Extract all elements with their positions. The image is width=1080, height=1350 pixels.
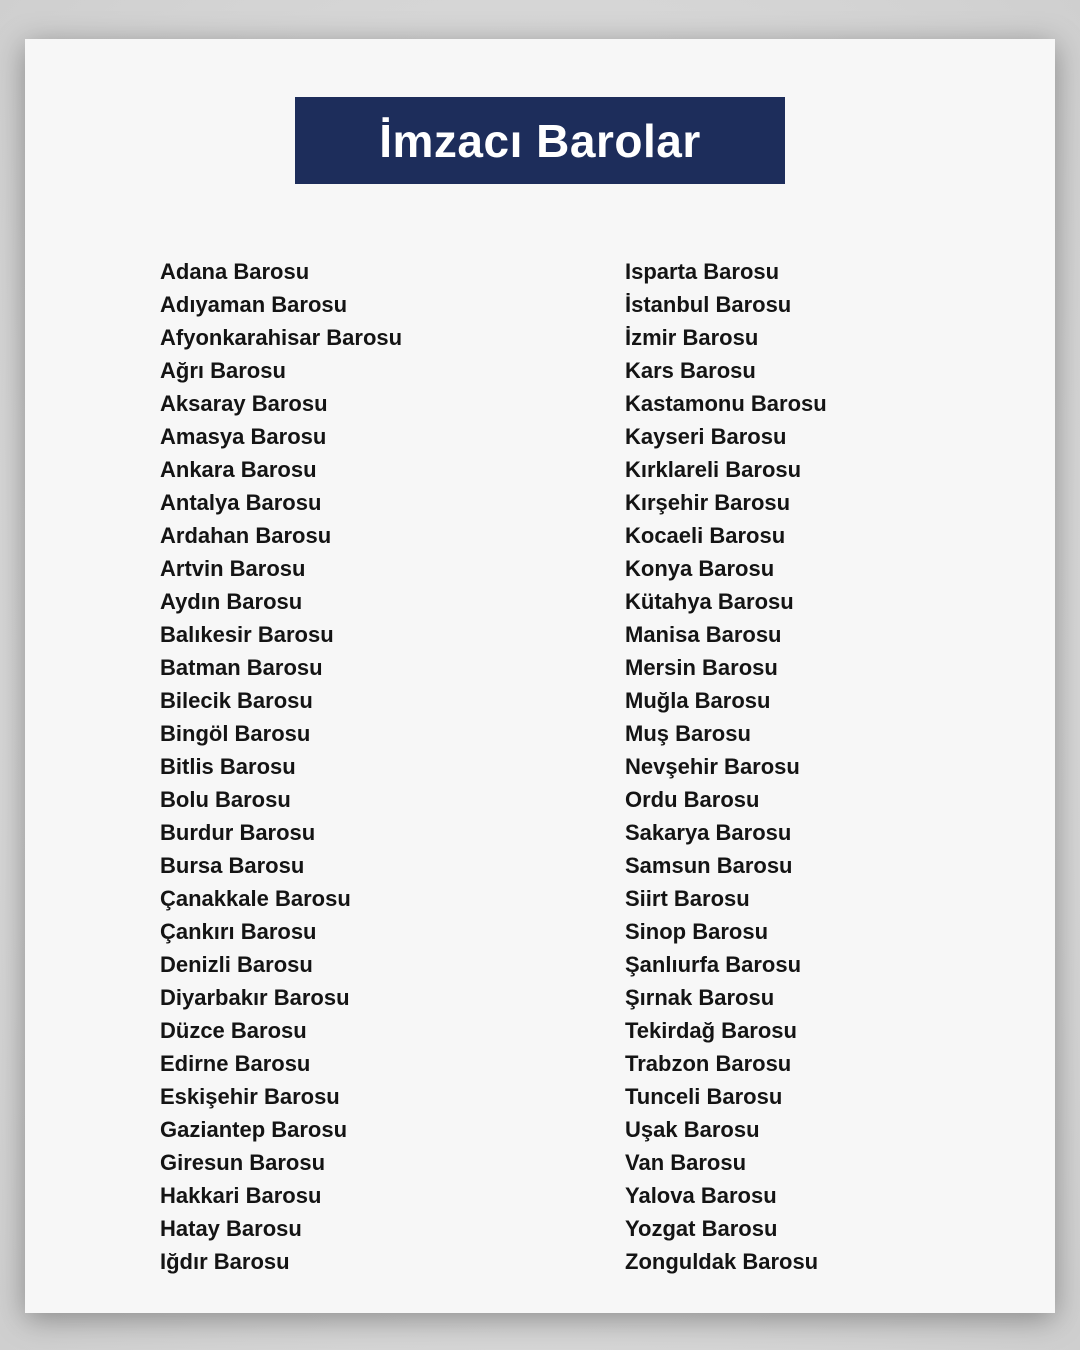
bar-association-item: Çanakkale Barosu (160, 886, 351, 911)
bar-association-item: Batman Barosu (160, 655, 323, 680)
bar-association-item: Aydın Barosu (160, 589, 303, 614)
bar-association-item: Afyonkarahisar Barosu (160, 325, 403, 350)
bar-association-item: İstanbul Barosu (625, 292, 792, 317)
bar-association-item: Kocaeli Barosu (625, 523, 786, 548)
title-banner (295, 97, 785, 184)
bar-association-item: Tekirdağ Barosu (625, 1018, 797, 1043)
bar-association-item: Muğla Barosu (625, 688, 771, 713)
bar-association-item: Sinop Barosu (625, 919, 769, 944)
bar-association-item: Van Barosu (625, 1150, 747, 1175)
bar-association-item: Isparta Barosu (625, 259, 780, 284)
bar-association-item: Konya Barosu (625, 556, 775, 581)
bar-association-item: Şırnak Barosu (625, 985, 775, 1010)
bar-association-item: Kars Barosu (625, 358, 756, 383)
bar-association-item: Tunceli Barosu (625, 1084, 783, 1109)
bar-association-item: Ordu Barosu (625, 787, 760, 812)
bar-association-item: Burdur Barosu (160, 820, 316, 845)
bar-association-item: Samsun Barosu (625, 853, 793, 878)
bar-association-item: Zonguldak Barosu (625, 1249, 819, 1274)
bar-association-item: Hatay Barosu (160, 1216, 302, 1241)
bar-association-item: Kırşehir Barosu (625, 490, 791, 515)
bar-association-item: Antalya Barosu (160, 490, 322, 515)
bar-association-item: Adıyaman Barosu (160, 292, 348, 317)
bar-association-item: Ankara Barosu (160, 457, 317, 482)
bar-association-item: Düzce Barosu (160, 1018, 307, 1043)
bar-list-right (625, 255, 827, 1278)
bar-association-item: Balıkesir Barosu (160, 622, 334, 647)
bar-association-item: Siirt Barosu (625, 886, 750, 911)
bar-association-item: Gaziantep Barosu (160, 1117, 348, 1142)
bar-association-item: Bitlis Barosu (160, 754, 296, 779)
bar-association-item: Eskişehir Barosu (160, 1084, 340, 1109)
bar-association-item: Uşak Barosu (625, 1117, 760, 1142)
bar-association-item: Diyarbakır Barosu (160, 985, 350, 1010)
bar-association-item: İzmir Barosu (625, 325, 759, 350)
bar-association-item: Iğdır Barosu (160, 1249, 290, 1274)
bar-association-item: Bingöl Barosu (160, 721, 311, 746)
bar-association-item: Nevşehir Barosu (625, 754, 800, 779)
bar-association-item: Yozgat Barosu (625, 1216, 778, 1241)
bar-association-item: Çankırı Barosu (160, 919, 317, 944)
bar-association-item: Sakarya Barosu (625, 820, 792, 845)
bar-association-item: Bilecik Barosu (160, 688, 313, 713)
bar-association-item: Ağrı Barosu (160, 358, 286, 383)
bar-association-item: Hakkari Barosu (160, 1183, 322, 1208)
bar-association-item: Kayseri Barosu (625, 424, 787, 449)
bar-association-item: Amasya Barosu (160, 424, 327, 449)
bar-association-item: Muş Barosu (625, 721, 751, 746)
bar-association-item: Kütahya Barosu (625, 589, 794, 614)
bar-association-item: Bursa Barosu (160, 853, 305, 878)
bar-association-item: Trabzon Barosu (625, 1051, 792, 1076)
bar-list-left (160, 255, 402, 1278)
bar-association-item: Edirne Barosu (160, 1051, 311, 1076)
bar-association-item: Kırklareli Barosu (625, 457, 802, 482)
page-title: İmzacı Barolar (379, 114, 701, 167)
bar-association-item: Denizli Barosu (160, 952, 313, 977)
bar-association-item: Adana Barosu (160, 259, 310, 284)
bar-association-item: Aksaray Barosu (160, 391, 328, 416)
bar-association-item: Manisa Barosu (625, 622, 782, 647)
bar-association-item: Kastamonu Barosu (625, 391, 827, 416)
bar-association-item: Şanlıurfa Barosu (625, 952, 802, 977)
document-card (25, 39, 1055, 1313)
bar-association-item: Ardahan Barosu (160, 523, 332, 548)
bar-association-item: Giresun Barosu (160, 1150, 326, 1175)
bar-association-item: Mersin Barosu (625, 655, 778, 680)
bar-association-item: Yalova Barosu (625, 1183, 777, 1208)
bar-association-item: Bolu Barosu (160, 787, 291, 812)
bar-association-item: Artvin Barosu (160, 556, 306, 581)
